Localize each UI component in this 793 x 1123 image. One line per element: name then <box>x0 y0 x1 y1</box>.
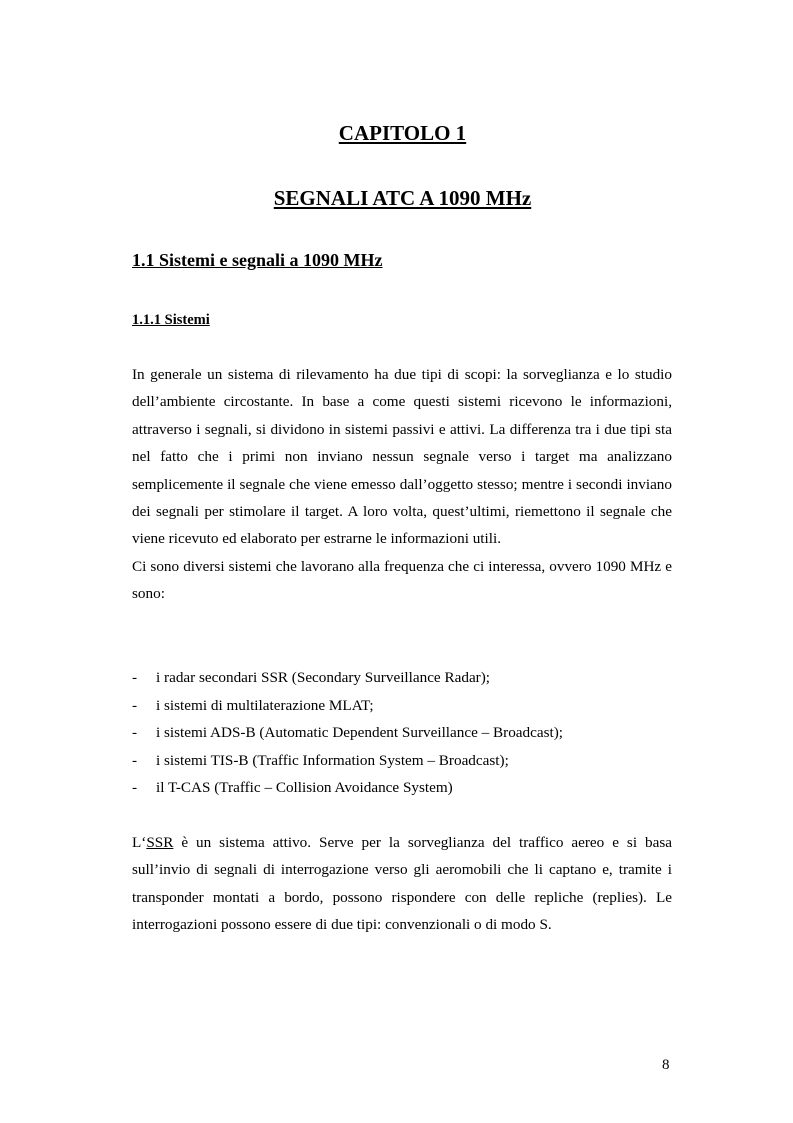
list-item <box>132 774 672 802</box>
page-number: 8 <box>662 1057 670 1073</box>
list-bullet: - <box>132 751 138 769</box>
list-item <box>132 692 672 720</box>
list-item-text: i sistemi ADS-B (Automatic Dependent Surveillance – Broadcast); <box>156 724 564 742</box>
list-item <box>132 664 672 692</box>
list-item-text: il T-CAS (Traffic – Collision Avoidance System) <box>156 779 453 797</box>
paragraph-3-text: è un sistema attivo. Serve per la sorveglianza del traffico aereo e si basa sull’invio di segnali di interrogazione verso gli aeromobili che li captano e, tramite i transponder montati a bordo, possono rispondere con delle repliche (replies). Le interrogazioni possono essere di due tipi: convenzionali o di modo S. <box>132 834 672 934</box>
list-item-text: i radar secondari SSR (Secondary Surveillance Radar); <box>156 669 491 686</box>
paragraph-3-prefix: L‘ <box>132 834 147 851</box>
section-title: SEGNALI ATC A 1090 MHz <box>273 186 532 210</box>
list-bullet: - <box>132 669 138 686</box>
list-item-text: i sistemi TIS-B (Traffic Information System – Broadcast); <box>156 751 509 769</box>
list-bullet: - <box>132 696 138 714</box>
body-paragraph-3 <box>132 829 672 939</box>
subsubsection-title: 1.1.1 Sistemi <box>132 312 210 328</box>
body-paragraph-1 <box>132 361 672 608</box>
list-item <box>132 747 672 775</box>
list-bullet: - <box>132 779 138 797</box>
list-bullet: - <box>132 724 138 742</box>
chapter-title: CAPITOLO 1 <box>338 121 467 145</box>
list-item <box>132 719 672 747</box>
ssr-term: SSR <box>146 834 174 851</box>
subsection-title: 1.1 Sistemi e segnali a 1090 MHz <box>132 250 383 270</box>
paragraph-2-text: Ci sono diversi sistemi che lavorano alla frequenza che ci interessa, ovvero 1090 MHz e sono: <box>132 557 672 603</box>
paragraph-1-text: In generale un sistema di rilevamento ha due tipi di scopi: la sorveglianza e lo studio dell’ambiente circostante. In base a come questi sistemi ricevono le informazioni, attraverso i segnali, si dividono in sistemi passivi e attivi. La differenza tra i due tipi sta nel fatto che i primi non inviano nessun segnale verso i target ma analizzano semplicemente il segnale che viene emesso dall’oggetto stesso; mentre i secondi inviano dei segnali per stimolare il target. A loro volta, quest’ultimi, riemettono il segnale che viene ricevuto ed elaborato per estrarne le informazioni utili. <box>132 366 672 548</box>
systems-list <box>132 664 672 802</box>
list-item-text: i sistemi di multilaterazione MLAT; <box>156 696 374 714</box>
